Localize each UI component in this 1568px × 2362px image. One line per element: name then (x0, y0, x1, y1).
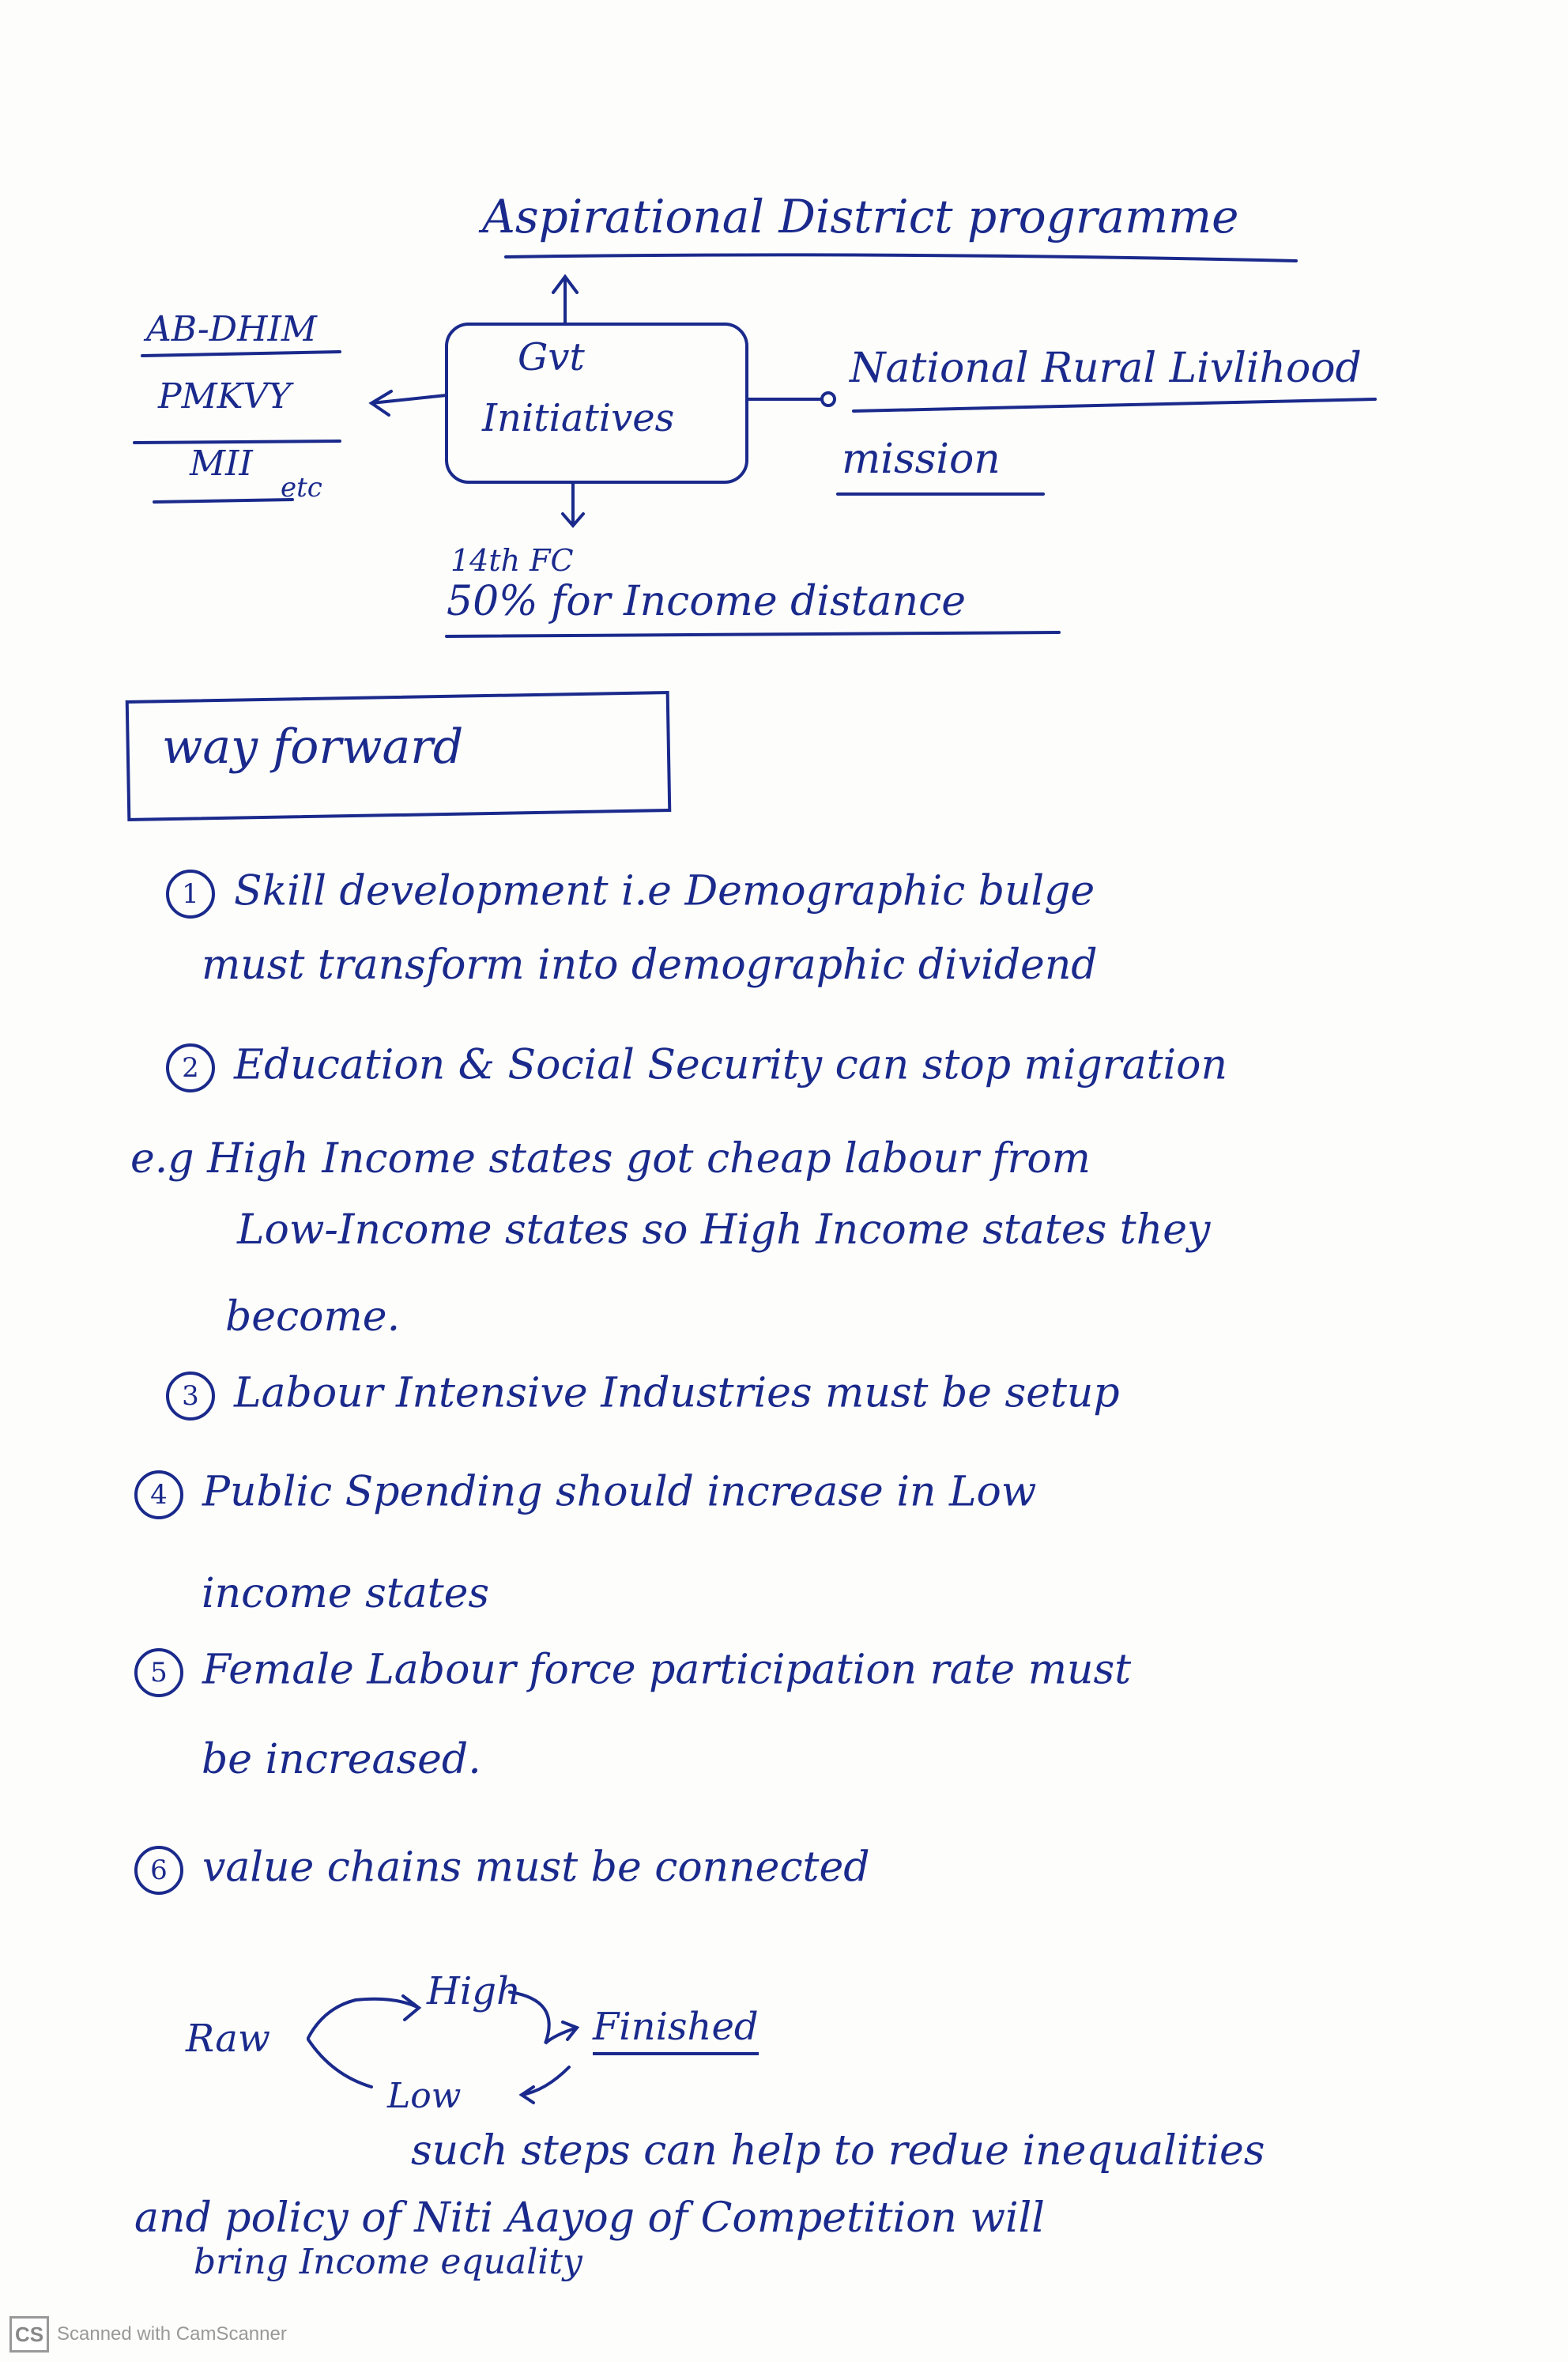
point-5-number: 5 (134, 1648, 183, 1697)
left-item-2: PMKVY (158, 376, 292, 417)
point-1-line-1: 1 Skill development i.e Demographic bulge (166, 870, 1095, 919)
point-6-line-1: 6 value chains must be connected (134, 1846, 870, 1895)
point-5-line-1: 5 Female Labour force participation rate must (134, 1648, 1131, 1697)
left-underline-1 (142, 352, 340, 356)
conclusion-line-1: such steps can help to redue inequalities (411, 2127, 1265, 2175)
right-underline-1 (854, 399, 1375, 411)
example-line-3: become. (225, 1293, 401, 1341)
point-2-line-1: 2 Education & Social Security can stop migration (166, 1043, 1227, 1092)
value-chain-high: High (427, 1969, 521, 2013)
scanner-footer (9, 2316, 287, 2353)
up-arrow (553, 277, 577, 324)
page-title: Aspirational District programme (482, 190, 1239, 243)
left-item-3: MII (190, 443, 253, 484)
right-label-1: National Rural Livlihood (850, 345, 1362, 392)
conclusion-line-3: bring Income equality (194, 2242, 582, 2282)
left-item-1: AB-DHIM (146, 309, 317, 349)
bottom-label-1: 14th FC (450, 543, 574, 578)
value-chain-low: Low (387, 2076, 462, 2116)
point-2-number: 2 (166, 1043, 215, 1092)
left-underline-2 (134, 441, 340, 443)
point-6-number: 6 (134, 1846, 183, 1895)
point-5-line-2: be increased. (202, 1736, 481, 1783)
value-chain-finished: Finished (593, 2008, 759, 2055)
left-underline-3 (154, 500, 292, 502)
down-arrow (563, 482, 583, 526)
point-4-line-2: income states (202, 1570, 490, 1617)
bottom-underline (447, 632, 1059, 636)
title-underline (506, 255, 1296, 261)
center-label-1: Gvt (518, 335, 585, 379)
center-label-2: Initiatives (482, 396, 675, 440)
left-arrow (371, 391, 447, 415)
point-3-number: 3 (166, 1372, 215, 1421)
bottom-label-2: 50% for Income distance (447, 578, 967, 625)
point-1-number: 1 (166, 870, 215, 919)
section-heading: way forward (162, 719, 464, 775)
low-arrow (522, 2067, 569, 2103)
conclusion-line-2: and policy of Niti Aayog of Competition will (134, 2194, 1045, 2242)
right-connector-dot (822, 393, 835, 406)
camscanner-logo: CS (9, 2316, 49, 2353)
point-1-line-2: must transform into demographic dividend (202, 941, 1098, 989)
example-line-2: Low-Income states so High Income states they (237, 1206, 1211, 1254)
point-4-line-1: 4 Public Spending should increase in Low (134, 1470, 1036, 1519)
value-chain-raw: Raw (186, 2017, 270, 2061)
raw-curve-lower (308, 2039, 371, 2087)
example-line-1: e.g High Income states got cheap labour from (130, 1135, 1091, 1183)
scanner-text: Scanned with CamScanner (57, 2323, 287, 2345)
point-4-number: 4 (134, 1470, 183, 1519)
raw-to-high-arrow (308, 1996, 419, 2038)
left-etc: etc (281, 472, 322, 504)
right-label-2: mission (842, 436, 1001, 483)
point-3-line-1: 3 Labour Intensive Industries must be setup (166, 1372, 1120, 1421)
